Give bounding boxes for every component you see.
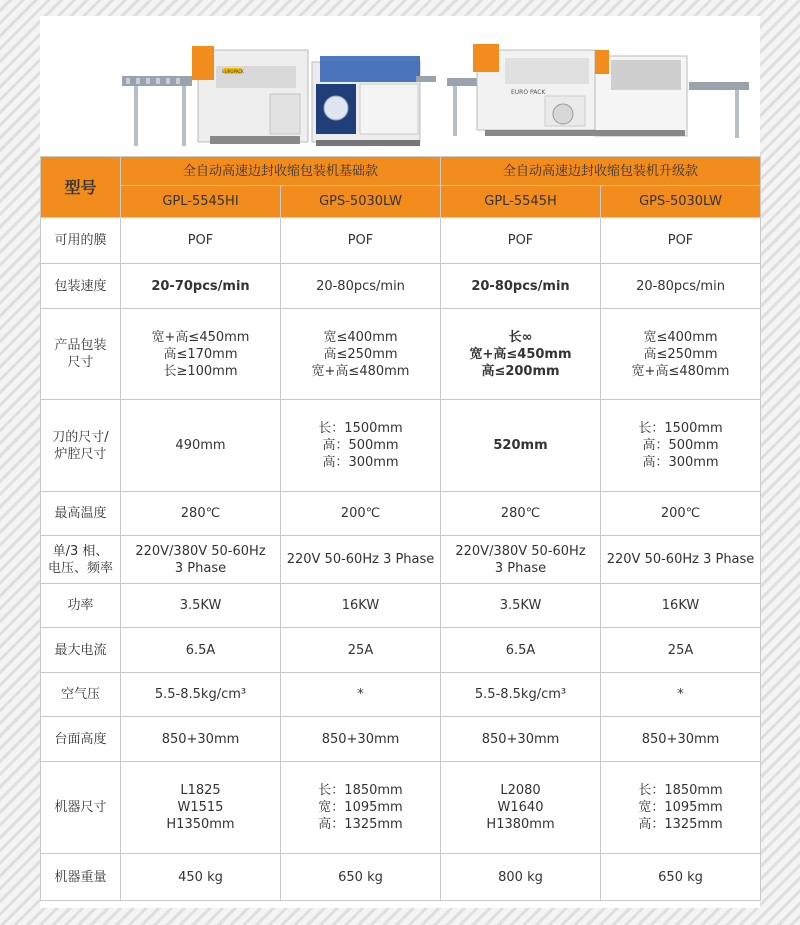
row-label-line: 炉腔尺寸 — [54, 446, 107, 462]
machine-photo-upgrade — [445, 36, 750, 154]
spec-value: 高≤250mm — [323, 346, 398, 362]
row-label-line: 产品包装 — [54, 338, 107, 353]
spec-value: 3.5KW — [499, 598, 542, 613]
spec-value: 16KW — [341, 598, 380, 613]
spec-row — [41, 264, 761, 309]
spec-value: 宽：1095mm — [638, 800, 723, 815]
spec-row — [41, 492, 761, 536]
spec-cell — [601, 584, 761, 628]
row-label-line: 可用的膜 — [54, 233, 107, 248]
spec-value: 长：1500mm — [638, 421, 723, 436]
row-label — [41, 673, 121, 717]
spec-row — [41, 762, 761, 854]
spec-value: 长∞ — [508, 329, 533, 345]
spec-value: 长≥100mm — [163, 363, 238, 379]
row-label-line: 机器尺寸 — [54, 800, 107, 815]
spec-value: 宽+高≤450mm — [469, 346, 572, 362]
spec-cell — [281, 264, 441, 309]
spec-value: 高：500mm — [322, 438, 399, 453]
spec-row — [41, 628, 761, 673]
spec-cell — [601, 309, 761, 400]
spec-value: 长：1500mm — [318, 421, 403, 436]
spec-cell — [121, 762, 281, 854]
spec-cell — [601, 218, 761, 264]
spec-row — [41, 218, 761, 264]
spec-value: 宽+高≤480mm — [631, 363, 730, 379]
spec-value: 3.5KW — [179, 598, 222, 613]
spec-cell — [121, 492, 281, 536]
spec-cell — [281, 673, 441, 717]
spec-value: 20-80pcs/min — [316, 278, 405, 294]
row-label-line: 电压、频率 — [47, 560, 113, 576]
spec-value: 520mm — [493, 438, 548, 453]
spec-value: L2080 — [500, 783, 541, 798]
spec-row — [41, 584, 761, 628]
spec-row — [41, 309, 761, 400]
spec-value: 16KW — [661, 598, 700, 613]
spec-value: 450 kg — [178, 869, 223, 885]
spec-cell — [601, 762, 761, 854]
spec-value: 650 kg — [338, 869, 383, 885]
spec-value: 高≤170mm — [163, 346, 238, 362]
spec-value: 高：300mm — [642, 455, 719, 470]
spec-cell — [121, 400, 281, 492]
spec-value: 650 kg — [658, 869, 703, 885]
spec-cell — [441, 584, 601, 628]
spec-value: 6.5A — [185, 642, 216, 658]
row-label — [41, 628, 121, 673]
spec-cell — [281, 584, 441, 628]
spec-cell — [441, 492, 601, 536]
row-label-line: 最大电流 — [54, 642, 107, 658]
spec-cell — [441, 218, 601, 264]
spec-cell — [441, 536, 601, 584]
spec-value: 长：1850mm — [318, 783, 403, 798]
row-label — [41, 717, 121, 762]
spec-value: 220V 50-60Hz 3 Phase — [606, 552, 755, 567]
spec-value: W1515 — [177, 800, 224, 815]
spec-value: 25A — [667, 642, 694, 658]
row-label — [41, 218, 121, 264]
spec-cell — [281, 400, 441, 492]
spec-row — [41, 717, 761, 762]
row-label — [41, 854, 121, 901]
row-label — [41, 536, 121, 584]
model-name: GPL-5545HI — [121, 186, 281, 218]
row-label-line: 包装速度 — [54, 278, 107, 294]
spec-cell — [121, 218, 281, 264]
spec-value: POF — [347, 233, 374, 248]
machine-photo-basic — [120, 36, 436, 154]
spec-cell — [601, 628, 761, 673]
spec-row — [41, 673, 761, 717]
spec-value: 200℃ — [660, 506, 701, 521]
spec-cell — [121, 264, 281, 309]
spec-cell — [601, 536, 761, 584]
spec-cell — [121, 309, 281, 400]
spec-value: 20-80pcs/min — [471, 278, 570, 294]
spec-value: * — [677, 687, 684, 702]
spec-value: 20-70pcs/min — [151, 278, 250, 294]
spec-value: 3 Phase — [494, 560, 547, 576]
spec-cell — [121, 717, 281, 762]
spec-value: 高：500mm — [642, 438, 719, 453]
header-row-groups — [41, 157, 761, 186]
spec-value: 高：1325mm — [318, 817, 403, 832]
spec-value: 200℃ — [340, 506, 381, 521]
spec-value: 850+30mm — [641, 731, 720, 747]
spec-value: 850+30mm — [481, 731, 560, 747]
spec-value: 高≤250mm — [643, 346, 718, 362]
spec-cell — [601, 264, 761, 309]
spec-value: 280℃ — [180, 506, 221, 521]
row-label — [41, 492, 121, 536]
brand-text-right: EURO PACK — [511, 89, 546, 96]
spec-value: POF — [507, 233, 534, 248]
spec-cell — [601, 492, 761, 536]
spec-value: 800 kg — [498, 869, 543, 885]
spec-value: POF — [667, 233, 694, 248]
spec-value: W1640 — [497, 800, 544, 815]
spec-value: H1350mm — [166, 817, 235, 832]
model-name: GPS-5030LW — [281, 186, 441, 218]
spec-value: 宽：1095mm — [318, 800, 403, 815]
spec-cell — [441, 762, 601, 854]
spec-value: 长：1850mm — [638, 783, 723, 798]
spec-cell — [441, 717, 601, 762]
group-basic-header: 全自动高速边封收缩包装机基础款 — [121, 157, 441, 186]
row-label-line: 台面高度 — [54, 731, 107, 747]
spec-cell — [441, 264, 601, 309]
spec-value: 宽≤400mm — [643, 329, 718, 345]
spec-value: 220V/380V 50-60Hz — [455, 543, 586, 559]
product-photos — [40, 16, 760, 156]
row-label — [41, 762, 121, 854]
row-label-line: 刀的尺寸/ — [52, 429, 109, 445]
spec-cell — [121, 628, 281, 673]
spec-cell — [121, 854, 281, 901]
spec-table — [40, 156, 761, 901]
group-upgrade-header: 全自动高速边封收缩包装机升级款 — [441, 157, 761, 186]
spec-value: * — [357, 687, 364, 702]
row-label — [41, 400, 121, 492]
spec-value: 宽+高≤480mm — [311, 363, 410, 379]
spec-cell — [441, 628, 601, 673]
model-name: GPL-5545H — [441, 186, 601, 218]
row-label — [41, 264, 121, 309]
spec-cell — [121, 584, 281, 628]
row-label — [41, 309, 121, 400]
spec-cell — [281, 762, 441, 854]
spec-value: 220V/380V 50-60Hz — [135, 543, 266, 559]
spec-cell — [601, 854, 761, 901]
spec-value: 25A — [347, 642, 374, 658]
spec-cell — [121, 673, 281, 717]
header-row-models — [41, 186, 761, 218]
spec-value: L1825 — [180, 783, 221, 798]
row-label-line: 尺寸 — [67, 355, 94, 370]
spec-cell — [601, 673, 761, 717]
spec-cell — [281, 492, 441, 536]
spec-cell — [281, 628, 441, 673]
row-label-line: 最高温度 — [54, 506, 107, 521]
row-label-line: 单/3 相、 — [52, 543, 109, 559]
spec-cell — [441, 309, 601, 400]
spec-value: 宽≤400mm — [323, 329, 398, 345]
spec-cell — [441, 400, 601, 492]
model-header-label: 型号 — [41, 157, 121, 218]
spec-cell — [281, 717, 441, 762]
spec-value: 850+30mm — [161, 731, 240, 747]
spec-row — [41, 536, 761, 584]
spec-value: POF — [187, 233, 214, 248]
row-label-line: 机器重量 — [54, 869, 107, 885]
spec-value: 280℃ — [500, 506, 541, 521]
row-label-line: 空气压 — [60, 687, 100, 702]
spec-value: 490mm — [175, 438, 226, 453]
spec-value: 20-80pcs/min — [636, 278, 725, 294]
spec-cell — [281, 536, 441, 584]
spec-cell — [601, 717, 761, 762]
spec-cell — [601, 400, 761, 492]
spec-value: H1380mm — [486, 817, 555, 832]
spec-value: 宽+高≤450mm — [151, 329, 250, 345]
spec-row — [41, 400, 761, 492]
spec-row — [41, 854, 761, 901]
spec-value: 6.5A — [505, 642, 536, 658]
spec-value: 220V 50-60Hz 3 Phase — [286, 552, 435, 567]
row-label-line: 功率 — [67, 598, 94, 613]
spec-cell — [281, 854, 441, 901]
spec-cell — [441, 673, 601, 717]
spec-value: 高：300mm — [322, 455, 399, 470]
spec-cell — [281, 309, 441, 400]
model-name: GPS-5030LW — [601, 186, 761, 218]
spec-cell — [281, 218, 441, 264]
spec-value: 850+30mm — [321, 731, 400, 747]
row-label — [41, 584, 121, 628]
spec-value: 5.5-8.5kg/cm³ — [474, 687, 567, 702]
spec-value: 3 Phase — [174, 560, 227, 576]
brand-text-left: EUROPACK — [222, 69, 244, 74]
spec-value: 5.5-8.5kg/cm³ — [154, 687, 247, 702]
spec-cell — [441, 854, 601, 901]
spec-value: 高≤200mm — [481, 363, 560, 379]
spec-value: 高：1325mm — [638, 817, 723, 832]
spec-cell — [121, 536, 281, 584]
spec-sheet — [40, 16, 760, 908]
